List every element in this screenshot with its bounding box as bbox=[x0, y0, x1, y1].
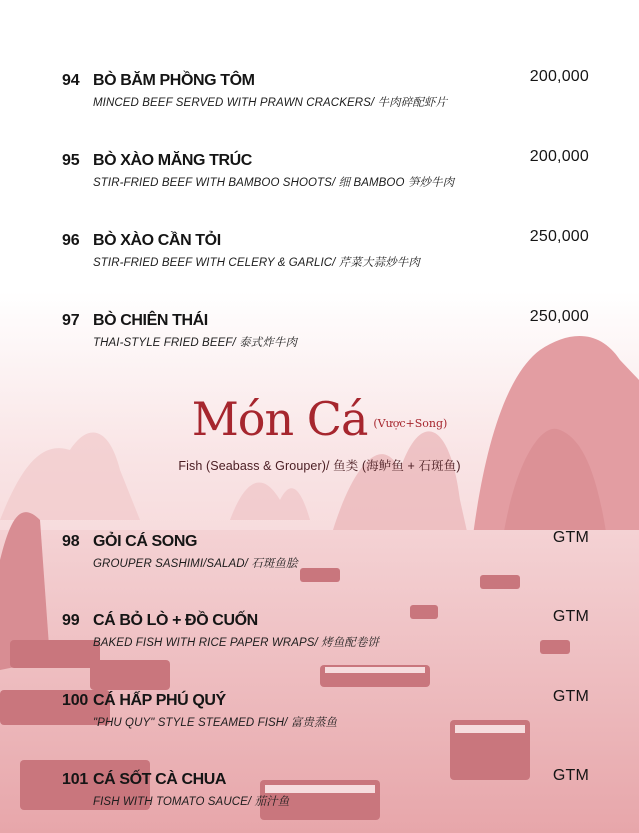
item-name: CÁ BỎ LÒ + ĐỒ CUỐN bbox=[93, 612, 258, 629]
item-price: 200,000 bbox=[529, 148, 589, 165]
section-heading bbox=[0, 392, 639, 446]
item-name: BÒ CHIÊN THÁI bbox=[93, 312, 208, 329]
item-name: BÒ BĂM PHỒNG TÔM bbox=[93, 72, 255, 89]
item-price: GTM bbox=[552, 529, 589, 546]
item-description: FISH WITH TOMATO SAUCE/ 茄汁鱼 bbox=[93, 796, 290, 808]
item-number: 101 bbox=[62, 771, 89, 788]
item-description: GROUPER SASHIMI/SALAD/ 石斑鱼脍 bbox=[93, 558, 298, 570]
item-description: STIR-FRIED BEEF WITH CELERY & GARLIC/ 芹菜大蒜炒牛肉 bbox=[93, 257, 420, 269]
item-price: 200,000 bbox=[529, 68, 589, 85]
item-price: GTM bbox=[552, 688, 589, 705]
item-price: 250,000 bbox=[529, 228, 589, 245]
item-number: 100 bbox=[62, 692, 89, 709]
item-description: THAI-STYLE FRIED BEEF/ 泰式炸牛肉 bbox=[93, 337, 298, 349]
item-name: BÒ XÀO MĂNG TRÚC bbox=[93, 152, 252, 169]
item-price: GTM bbox=[552, 608, 589, 625]
item-name: CÁ SỐT CÀ CHUA bbox=[93, 771, 227, 788]
section-subtitle: Fish (Seabass & Grouper)/ 鱼类 (海鲈鱼 + 石斑鱼) bbox=[178, 459, 461, 473]
section-title-note: (Vược+Song) bbox=[373, 417, 448, 430]
item-name: CÁ HẤP PHÚ QUÝ bbox=[93, 692, 226, 709]
item-number: 96 bbox=[62, 232, 80, 249]
item-price: GTM bbox=[552, 767, 589, 784]
item-number: 99 bbox=[62, 612, 80, 629]
item-name: GỎI CÁ SONG bbox=[93, 533, 198, 550]
item-price: 250,000 bbox=[529, 308, 589, 325]
section-title: Món Cá bbox=[191, 392, 368, 446]
item-description: STIR-FRIED BEEF WITH BAMBOO SHOOTS/ 细 BAMBOO 笋炒牛肉 bbox=[93, 177, 455, 189]
item-description: "PHU QUY" STYLE STEAMED FISH/ 富贵蒸鱼 bbox=[93, 717, 338, 729]
item-number: 98 bbox=[62, 533, 80, 550]
item-description: MINCED BEEF SERVED WITH PRAWN CRACKERS/ 牛肉碎配虾片 bbox=[93, 97, 448, 109]
item-number: 95 bbox=[62, 152, 80, 169]
item-number: 94 bbox=[62, 72, 80, 89]
item-number: 97 bbox=[62, 312, 80, 329]
item-name: BÒ XÀO CẦN TỎI bbox=[93, 232, 221, 249]
item-description: BAKED FISH WITH RICE PAPER WRAPS/ 烤鱼配卷饼 bbox=[93, 637, 380, 649]
